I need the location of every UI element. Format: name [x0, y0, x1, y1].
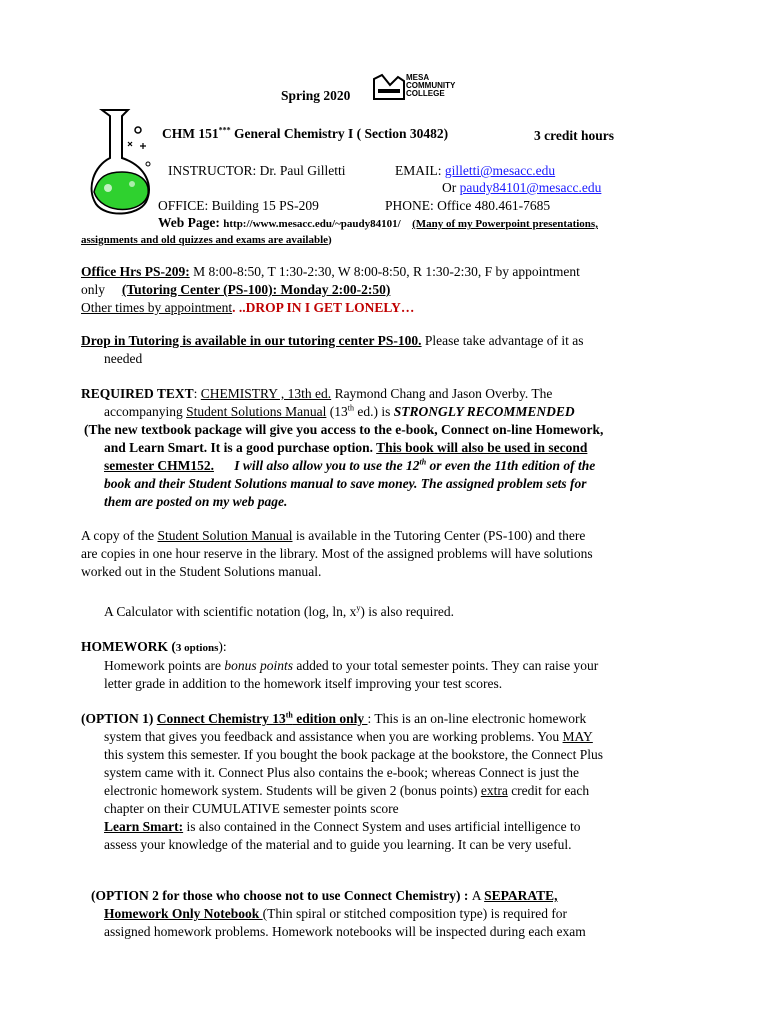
- required-text: [81, 385, 761, 511]
- email-line-2: [442, 180, 601, 196]
- homework: [81, 638, 761, 693]
- option-1: [81, 710, 761, 854]
- manual-ed-pre: (13: [326, 404, 348, 419]
- copy-pre: A copy of the: [81, 528, 158, 543]
- web-page-line: [158, 215, 598, 231]
- option-1-extra: extra: [480, 783, 508, 798]
- option-2-label: (OPTION 2 for those who choose not to use Connect Chemistry) :: [91, 888, 472, 903]
- drop-in-tutoring: [81, 332, 731, 368]
- solutions-manual: Student Solutions Manual: [186, 404, 327, 419]
- office-hours-label: Office Hrs PS-209:: [81, 264, 190, 279]
- college-logo-icon: [372, 73, 406, 101]
- email-label: EMAIL:: [395, 163, 442, 178]
- package-line-5: them are posted on my web page.: [104, 494, 288, 509]
- course-title: General Chemistry I ( Section 30482): [234, 126, 449, 141]
- email-or: Or: [442, 180, 457, 195]
- option-1-title-sup: th: [285, 710, 293, 720]
- option-1-label: (OPTION 1): [81, 711, 157, 726]
- package-line-4: book and their Student Solutions manual to save money. The assigned problem sets for: [104, 476, 587, 491]
- instructor: INSTRUCTOR: Dr. Paul Gilletti: [168, 163, 346, 178]
- homework-options: 3 options: [175, 642, 219, 654]
- option-2-line-2: assigned homework problems. Homework notebooks will be inspected during each exam: [104, 924, 586, 939]
- office-hours-times: M 8:00-8:50, T 1:30-2:30, W 8:00-8:50, R 1:30-2:30, F by appointment: [189, 264, 580, 279]
- drop-in-lonely: . ..DROP IN I GET LONELY…: [232, 300, 415, 315]
- option-1-line-3: this system this semester. If you bought the book package at the bookstore, the Connect Plus: [104, 747, 604, 762]
- college-logo: [372, 73, 470, 101]
- required-text-label: REQUIRED TEXT: [81, 386, 194, 401]
- web-page-url[interactable]: http://www.mesacc.edu/~paudy84101/: [223, 218, 401, 230]
- strongly-recommended: STRONGLY RECOMMENDED: [393, 404, 575, 419]
- option-1-title: [157, 711, 368, 726]
- option-2-line-1: (Thin spiral or stitched composition type) is required for: [262, 906, 568, 921]
- calculator-sup: y: [356, 603, 361, 613]
- web-page-note-2: assignments and old quizzes and exams are available: [81, 234, 329, 246]
- email-line-1: [395, 163, 555, 179]
- drop-in-bold: Drop in Tutoring is available in our tutoring center PS-100.: [81, 333, 422, 348]
- course-heading: [162, 126, 448, 142]
- logo-line-2: COMMUNITY: [406, 81, 456, 90]
- option-2-a: A: [471, 888, 485, 903]
- phone: PHONE: Office 480.461-7685: [385, 198, 551, 213]
- flask-illustration: [88, 106, 158, 218]
- package-line-1: (The new textbook package will give you access to the e-book, Connect on-line Homework,: [84, 422, 604, 437]
- option-1-line-1: : This is an on-line electronic homework: [367, 711, 587, 726]
- option-1-may: MAY: [562, 729, 593, 744]
- copy-post: is available in the Tutoring Center (PS-100) and there: [292, 528, 586, 543]
- package-line-2a: and Learn Smart. It is a good purchase option.: [104, 440, 377, 455]
- web-page-note-1: (Many of my Powerpoint presentations,: [412, 218, 598, 230]
- package-line-3a: semester CHM152.: [104, 458, 214, 473]
- credit-hours: 3 credit hours: [534, 128, 614, 143]
- textbook-title: CHEMISTRY , 13th ed.: [200, 386, 332, 401]
- calculator: [104, 603, 454, 621]
- web-page-note-2-end: ): [328, 234, 332, 246]
- copy-line-3: worked out in the Student Solutions manual.: [81, 564, 322, 579]
- textbook-authors: Raymond Chang and Jason Overby. The: [331, 386, 553, 401]
- office-hours-only: only: [81, 282, 106, 297]
- option-1-line-8: assess your knowledge of the material and to guide you learning. It can be very useful.: [104, 837, 572, 852]
- other-times: Other times by appointment: [81, 300, 233, 315]
- logo-line-3: COLLEGE: [406, 89, 445, 98]
- homework-line-1a: Homework points are: [104, 658, 225, 673]
- tutoring-center-hours: (Tutoring Center (PS-100): Monday 2:00-2:50): [121, 282, 391, 297]
- option-1-line-5b: credit for each: [507, 783, 590, 798]
- package-line-2b: This book will also be used in second: [376, 440, 588, 455]
- option-1-line-5a: electronic homework system. Students will be given 2 (bonus points): [104, 783, 481, 798]
- office-hours: [81, 263, 731, 317]
- copy-line-2: are copies in one hour reserve in the library. Most of the assigned problems will have solutions: [81, 546, 593, 561]
- drop-in-line-2: needed: [104, 351, 143, 366]
- copy-manual: Student Solution Manual: [157, 528, 293, 543]
- option-1-title-pre: Connect Chemistry 13: [156, 711, 286, 726]
- package-line-3-sup: th: [419, 457, 427, 467]
- option-1-title-post: edition only: [292, 711, 368, 726]
- term: Spring 2020: [281, 88, 351, 103]
- required-text-colon: :: [193, 386, 201, 401]
- homework-only-notebook: Homework Only Notebook: [104, 906, 263, 921]
- package-line-3b: I will also allow you to use the 12: [213, 458, 420, 473]
- accompanying: accompanying: [104, 404, 187, 419]
- learn-smart-label: Learn Smart:: [104, 819, 184, 834]
- calculator-post: ) is also required.: [360, 604, 455, 619]
- homework-line-2: letter grade in addition to the homework itself improving your test scores.: [104, 676, 503, 691]
- email-link-2[interactable]: paudy84101@mesacc.edu: [459, 180, 602, 195]
- package-line-3c: or even the 11th edition of the: [426, 458, 596, 473]
- manual-ed-sup: th: [347, 403, 354, 413]
- option-1-line-2: system that gives you feedback and assistance when you are working problems. You: [104, 729, 563, 744]
- option-1-line-6: chapter on their CUMULATIVE semester points score: [104, 801, 399, 816]
- homework-label-end: ):: [218, 639, 227, 654]
- course-sup: ***: [218, 125, 231, 135]
- option-2-separate: SEPARATE,: [484, 888, 558, 903]
- office: OFFICE: Building 15 PS-209: [158, 198, 319, 213]
- bonus-points: bonus points: [224, 658, 293, 673]
- option-1-line-7: is also contained in the Connect System and uses artificial intelligence to: [183, 819, 581, 834]
- manual-copy: [81, 527, 761, 581]
- option-2: [91, 887, 770, 941]
- manual-ed-post: ed.) is: [353, 404, 394, 419]
- course-code: CHM 151: [162, 126, 219, 141]
- logo-line-1: MESA: [406, 73, 430, 82]
- option-1-line-4: system came with it. Connect Plus also contains the e-book; whereas Connect is just the: [104, 765, 580, 780]
- drop-in-rest: Please take advantage of it as: [421, 333, 584, 348]
- email-link-1[interactable]: gilletti@mesacc.edu: [444, 163, 556, 178]
- web-page-note-line-2: [81, 234, 332, 246]
- homework-line-1c: added to your total semester points. They can raise your: [293, 658, 599, 673]
- calculator-pre: A Calculator with scientific notation (log, ln, x: [104, 604, 357, 619]
- homework-label: HOMEWORK (: [81, 639, 176, 654]
- web-page-label: Web Page:: [158, 215, 220, 230]
